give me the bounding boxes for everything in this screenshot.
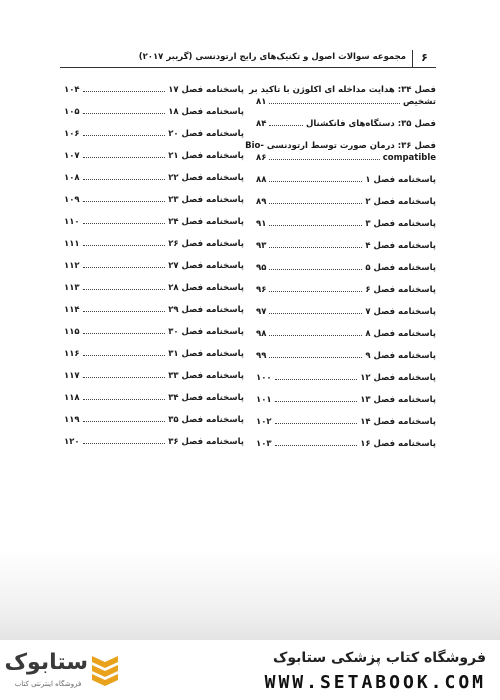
toc-entry-line — [256, 152, 436, 164]
toc-entry — [64, 370, 244, 392]
toc-entry-title: پاسخنامه فصل ۲۸ — [168, 283, 244, 293]
toc-entry-page: ۱۰۶ — [64, 129, 80, 139]
toc-entry-title-continued: تشخیص — [402, 97, 436, 107]
toc-entry-title: پاسخنامه فصل ۲۶ — [168, 239, 244, 249]
toc-entry — [64, 436, 244, 458]
toc-entry — [256, 262, 436, 284]
toc-entry — [64, 282, 244, 304]
toc-entry-page: ۱۱۳ — [64, 283, 80, 293]
dot-leader — [83, 326, 166, 334]
toc-entry-page: ۱۱۰ — [64, 217, 80, 227]
toc-entry-title: پاسخنامه فصل ۳۰ — [168, 327, 244, 337]
toc-entry-title: پاسخنامه فصل ۱ — [365, 175, 436, 185]
shop-name: فروشگاه کتاب پزشکی ستابوک — [273, 650, 486, 666]
toc-entry — [256, 372, 436, 394]
toc-right-column — [245, 84, 436, 460]
toc-entry-page: ۸۱ — [256, 97, 267, 107]
toc-entry-page: ۱۰۲ — [256, 417, 272, 427]
toc-entry — [64, 238, 244, 260]
dot-leader — [269, 174, 362, 182]
toc-entry — [256, 240, 436, 262]
toc-entry — [256, 328, 436, 350]
toc-entry-page: ۹۹ — [256, 351, 267, 361]
toc-entry-page: ۸۶ — [256, 153, 267, 163]
page-number: ۶ — [412, 50, 436, 68]
dot-leader — [83, 106, 166, 114]
shop-url-link[interactable]: WWW.SETABOOK.COM — [264, 672, 486, 693]
toc-entry-title: پاسخنامه فصل ۲ — [365, 197, 436, 207]
toc-entry-title: پاسخنامه فصل ۱۳ — [360, 395, 436, 405]
setabook-logo — [4, 644, 120, 698]
book-title: مجموعه سوالات اصول و تکنیک‌های رایج ارتودنسی (گریبر ۲۰۱۷) — [138, 52, 406, 62]
dot-leader — [269, 196, 362, 204]
toc-entry-page: ۱۰۵ — [64, 107, 80, 117]
toc-entry — [256, 174, 436, 196]
dot-leader — [83, 414, 166, 422]
dot-leader — [83, 84, 166, 92]
toc-entry-title: پاسخنامه فصل ۲۲ — [168, 173, 244, 183]
toc-entry — [256, 284, 436, 306]
toc-entry-title: پاسخنامه فصل ۹ — [365, 351, 436, 361]
toc-entry — [256, 438, 436, 460]
toc-entry-title: پاسخنامه فصل ۷ — [365, 307, 436, 317]
toc-entry — [64, 84, 244, 106]
toc-entry — [64, 260, 244, 282]
toc-entry-title: پاسخنامه فصل ۲۳ — [168, 195, 244, 205]
toc-entry-page: ۱۱۵ — [64, 327, 80, 337]
toc-entry-title: پاسخنامه فصل ۳۴ — [168, 393, 244, 403]
toc-entry-page: ۹۸ — [256, 329, 267, 339]
toc-entry-title-continued: compatible — [382, 153, 436, 163]
toc-entry-page: ۱۱۹ — [64, 415, 80, 425]
toc-entry-page: ۱۱۶ — [64, 349, 80, 359]
dot-leader — [269, 284, 362, 292]
toc-entry — [256, 394, 436, 416]
dot-leader — [83, 282, 166, 290]
toc-entry-line — [256, 96, 436, 108]
dot-leader — [269, 96, 400, 104]
dot-leader — [83, 150, 166, 158]
toc-entry-page: ۹۵ — [256, 263, 267, 273]
dot-leader — [83, 370, 166, 378]
dot-leader — [83, 172, 166, 180]
dot-leader — [83, 392, 166, 400]
toc-entry-page: ۹۳ — [256, 241, 267, 251]
toc-entry — [256, 306, 436, 328]
toc-entry — [256, 118, 436, 130]
toc-entry-title: پاسخنامه فصل ۲۴ — [168, 217, 244, 227]
toc-entry-title: پاسخنامه فصل ۸ — [365, 329, 436, 339]
toc-entry — [64, 348, 244, 370]
dot-leader — [83, 260, 166, 268]
dot-leader — [275, 438, 358, 446]
dot-leader — [83, 348, 166, 356]
toc-entry — [64, 172, 244, 194]
toc-entry-title: پاسخنامه فصل ۲۷ — [168, 261, 244, 271]
dot-leader — [83, 194, 166, 202]
toc-entry-page: ۱۲۰ — [64, 437, 80, 447]
toc-entry-title: فصل ۳۶: درمان صورت توسط ارتودنسی -Bio — [245, 141, 436, 151]
toc-entry — [64, 150, 244, 172]
dot-leader — [269, 306, 362, 314]
toc-entry-title: پاسخنامه فصل ۴ — [365, 241, 436, 251]
toc-entry-title: پاسخنامه فصل ۲۰ — [168, 129, 244, 139]
dot-leader — [269, 328, 362, 336]
toc-entry — [245, 140, 436, 164]
toc-entry-title: پاسخنامه فصل ۱۸ — [168, 107, 244, 117]
toc-entry-page: ۱۰۳ — [256, 439, 272, 449]
dot-leader — [269, 350, 362, 358]
toc-entry-page: ۱۱۲ — [64, 261, 80, 271]
toc-entry-title: پاسخنامه فصل ۳۶ — [168, 437, 244, 447]
dot-leader — [275, 394, 358, 402]
toc-entry-title: پاسخنامه فصل ۳۱ — [168, 349, 244, 359]
toc-entry-page: ۱۰۸ — [64, 173, 80, 183]
toc-entry-title: فصل ۳۵: دستگاه‌های فانکشنال — [305, 119, 436, 129]
toc-entry-page: ۱۱۷ — [64, 371, 80, 381]
toc-entry-page: ۸۹ — [256, 197, 267, 207]
dot-leader — [275, 416, 358, 424]
toc-entry-title: پاسخنامه فصل ۲۱ — [168, 151, 244, 161]
toc-entry-title: پاسخنامه فصل ۳۳ — [168, 371, 244, 381]
toc-entry-page: ۱۰۴ — [64, 85, 80, 95]
toc-entry-title: پاسخنامه فصل ۲۹ — [168, 305, 244, 315]
dot-leader — [269, 240, 362, 248]
toc-entry-title: پاسخنامه فصل ۶ — [365, 285, 436, 295]
toc-entry-page: ۹۷ — [256, 307, 267, 317]
toc-entry-title: پاسخنامه فصل ۳ — [365, 219, 436, 229]
dot-leader — [269, 218, 362, 226]
dot-leader — [275, 372, 358, 380]
footer-banner — [0, 640, 500, 700]
toc-entry-page: ۱۰۷ — [64, 151, 80, 161]
toc-entry — [64, 216, 244, 238]
toc-entry — [256, 350, 436, 372]
logo-wordmark: ستابوک — [4, 650, 88, 675]
page-header — [60, 50, 436, 68]
dot-leader — [269, 118, 303, 126]
toc-entry-page: ۱۰۱ — [256, 395, 272, 405]
dot-leader — [269, 152, 379, 160]
dot-leader — [269, 262, 362, 270]
toc-entry — [64, 128, 244, 150]
toc-entry-page: ۱۰۹ — [64, 195, 80, 205]
dot-leader — [83, 304, 166, 312]
dot-leader — [83, 238, 166, 246]
toc-entry-line — [256, 118, 436, 130]
toc-entry-page: ۱۱۸ — [64, 393, 80, 403]
toc-entry-title: پاسخنامه فصل ۱۶ — [360, 439, 436, 449]
toc-entry — [256, 218, 436, 240]
book-stack-icon — [90, 652, 120, 686]
toc-entry — [64, 304, 244, 326]
logo-tagline: فروشگاه اینترنتی کتاب — [14, 680, 82, 688]
toc-entry-page: ۱۰۰ — [256, 373, 272, 383]
toc-entry-title: پاسخنامه فصل ۱۷ — [168, 85, 244, 95]
toc-entry-page: ۹۶ — [256, 285, 267, 295]
toc-entry-title: فصل ۳۴: هدایت مداخله ای اکلوژن با تاکید بر — [249, 85, 436, 95]
toc-entry-page: ۹۱ — [256, 219, 267, 229]
dot-leader — [83, 128, 166, 136]
toc-entry-title: پاسخنامه فصل ۳۵ — [168, 415, 244, 425]
toc-entry-page: ۸۴ — [256, 119, 267, 129]
toc-entry — [256, 416, 436, 438]
toc-entry — [256, 196, 436, 218]
dot-leader — [83, 436, 166, 444]
toc-entry — [64, 392, 244, 414]
toc-entry-title: پاسخنامه فصل ۱۴ — [360, 417, 436, 427]
toc-entry-title: پاسخنامه فصل ۱۲ — [360, 373, 436, 383]
toc-entry — [64, 414, 244, 436]
toc-entry-page: ۸۸ — [256, 175, 267, 185]
toc-entry — [249, 84, 436, 108]
toc-entry — [64, 326, 244, 348]
toc-left-column — [64, 84, 244, 458]
dot-leader — [83, 216, 166, 224]
toc-entry — [64, 194, 244, 216]
toc-entry-page: ۱۱۱ — [64, 239, 80, 249]
toc-entry-title: پاسخنامه فصل ۵ — [365, 263, 436, 273]
toc-entry-page: ۱۱۴ — [64, 305, 80, 315]
toc-entry — [64, 106, 244, 128]
